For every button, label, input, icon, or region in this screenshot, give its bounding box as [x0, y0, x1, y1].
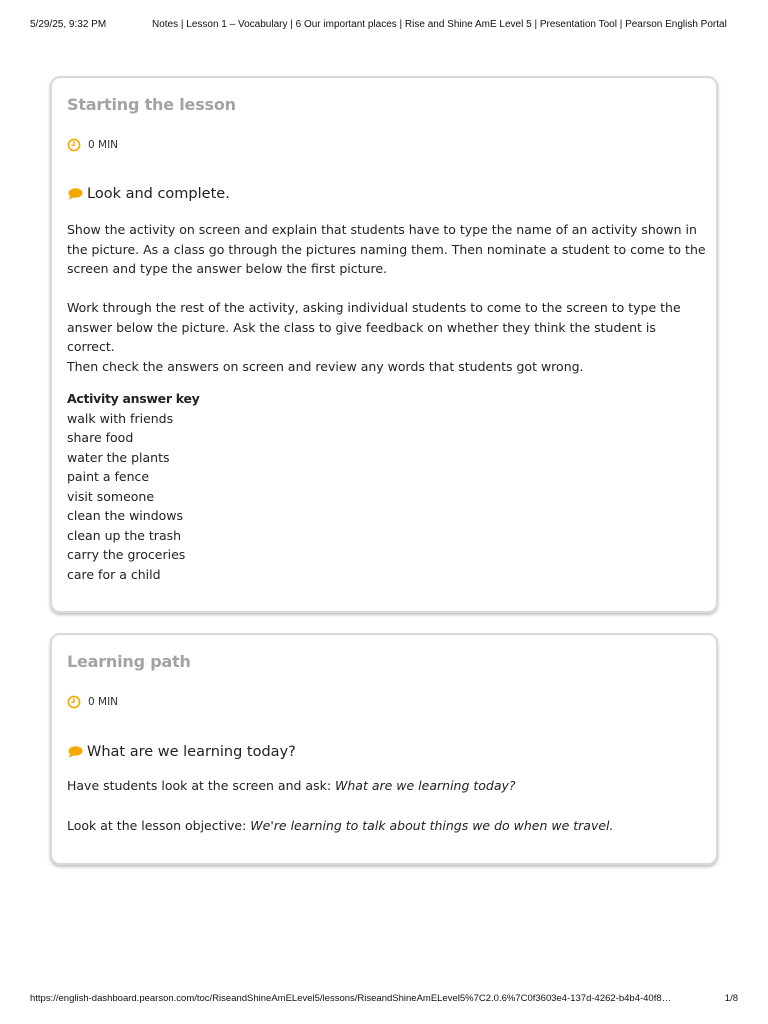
answer-item: walk with friends: [67, 410, 174, 426]
paragraph-text: Have students look at the screen and ask:: [67, 778, 336, 793]
print-page-title: Notes | Lesson 1 – Vocabulary | 6 Our important places | Rise and Shine AmE Level 5 | Presentation Tool | Pearson English Portal: [152, 19, 727, 30]
activity-heading: [67, 744, 296, 760]
speech-bubble-icon: [67, 187, 83, 201]
answer-item: clean up the trash: [67, 527, 182, 543]
answer-item: clean the windows: [67, 508, 184, 523]
activity-heading-text: Look and complete.: [87, 186, 230, 202]
print-header: [0, 19, 768, 33]
page-number: 1/8: [724, 993, 738, 1004]
card-title: Learning path: [67, 652, 191, 671]
answer-item: share food: [67, 430, 134, 445]
lesson-step-card-learning-path: [50, 633, 718, 865]
answer-list: [67, 409, 199, 585]
instruction-paragraph: Show the activity on screen and explain that students have to type the name of an activity shown in the picture. As a class go through the pictures naming them. Then nominate a student to come to the screen and type the answer below the first picture.: [67, 222, 706, 276]
answer-key-title: Activity answer key: [67, 391, 200, 406]
print-date: 5/29/25, 9:32 PM: [30, 19, 107, 30]
card-title: Starting the lesson: [67, 95, 236, 114]
instruction-paragraph: Work through the rest of the activity, asking individual students to come to the screen to type the answer below the picture. Ask the class to give feedback on whether they think the student is correct.: [67, 300, 681, 354]
answer-key: [67, 389, 199, 584]
instruction-paragraph: Then check the answers on screen and review any words that students got wrong.: [67, 359, 584, 374]
question-text: What are we learning today?: [335, 778, 516, 793]
instruction-paragraph: [67, 816, 707, 836]
answer-item: visit someone: [67, 488, 155, 504]
speech-bubble-icon: [67, 745, 83, 759]
instruction-paragraph: [67, 776, 707, 796]
activity-heading: [67, 186, 230, 202]
answer-item: paint a fence: [67, 469, 150, 484]
clock-icon: [67, 138, 81, 152]
duration-label: 0 MIN: [88, 139, 119, 151]
print-footer: [0, 993, 768, 1007]
answer-item: carry the groceries: [67, 547, 186, 562]
answer-item: water the plants: [67, 449, 170, 465]
answer-item: care for a child: [67, 566, 161, 582]
duration-label: 0 MIN: [88, 696, 119, 708]
page-url: https://english-dashboard.pearson.com/toc/RiseandShineAmELevel5/lessons/RiseandShineAmELevel5%7C2.0.6%7C0f3603e4-137d-4262-b4b4-40f8…: [30, 993, 672, 1004]
activity-heading-text: What are we learning today?: [87, 744, 296, 760]
lesson-objective-text: We're learning to talk about things we do when we travel.: [250, 818, 614, 833]
paragraph-text: Look at the lesson objective:: [67, 818, 251, 833]
clock-icon: [67, 695, 81, 709]
duration: [67, 137, 118, 153]
lesson-step-card-starting: [50, 76, 718, 613]
duration: [67, 694, 118, 710]
